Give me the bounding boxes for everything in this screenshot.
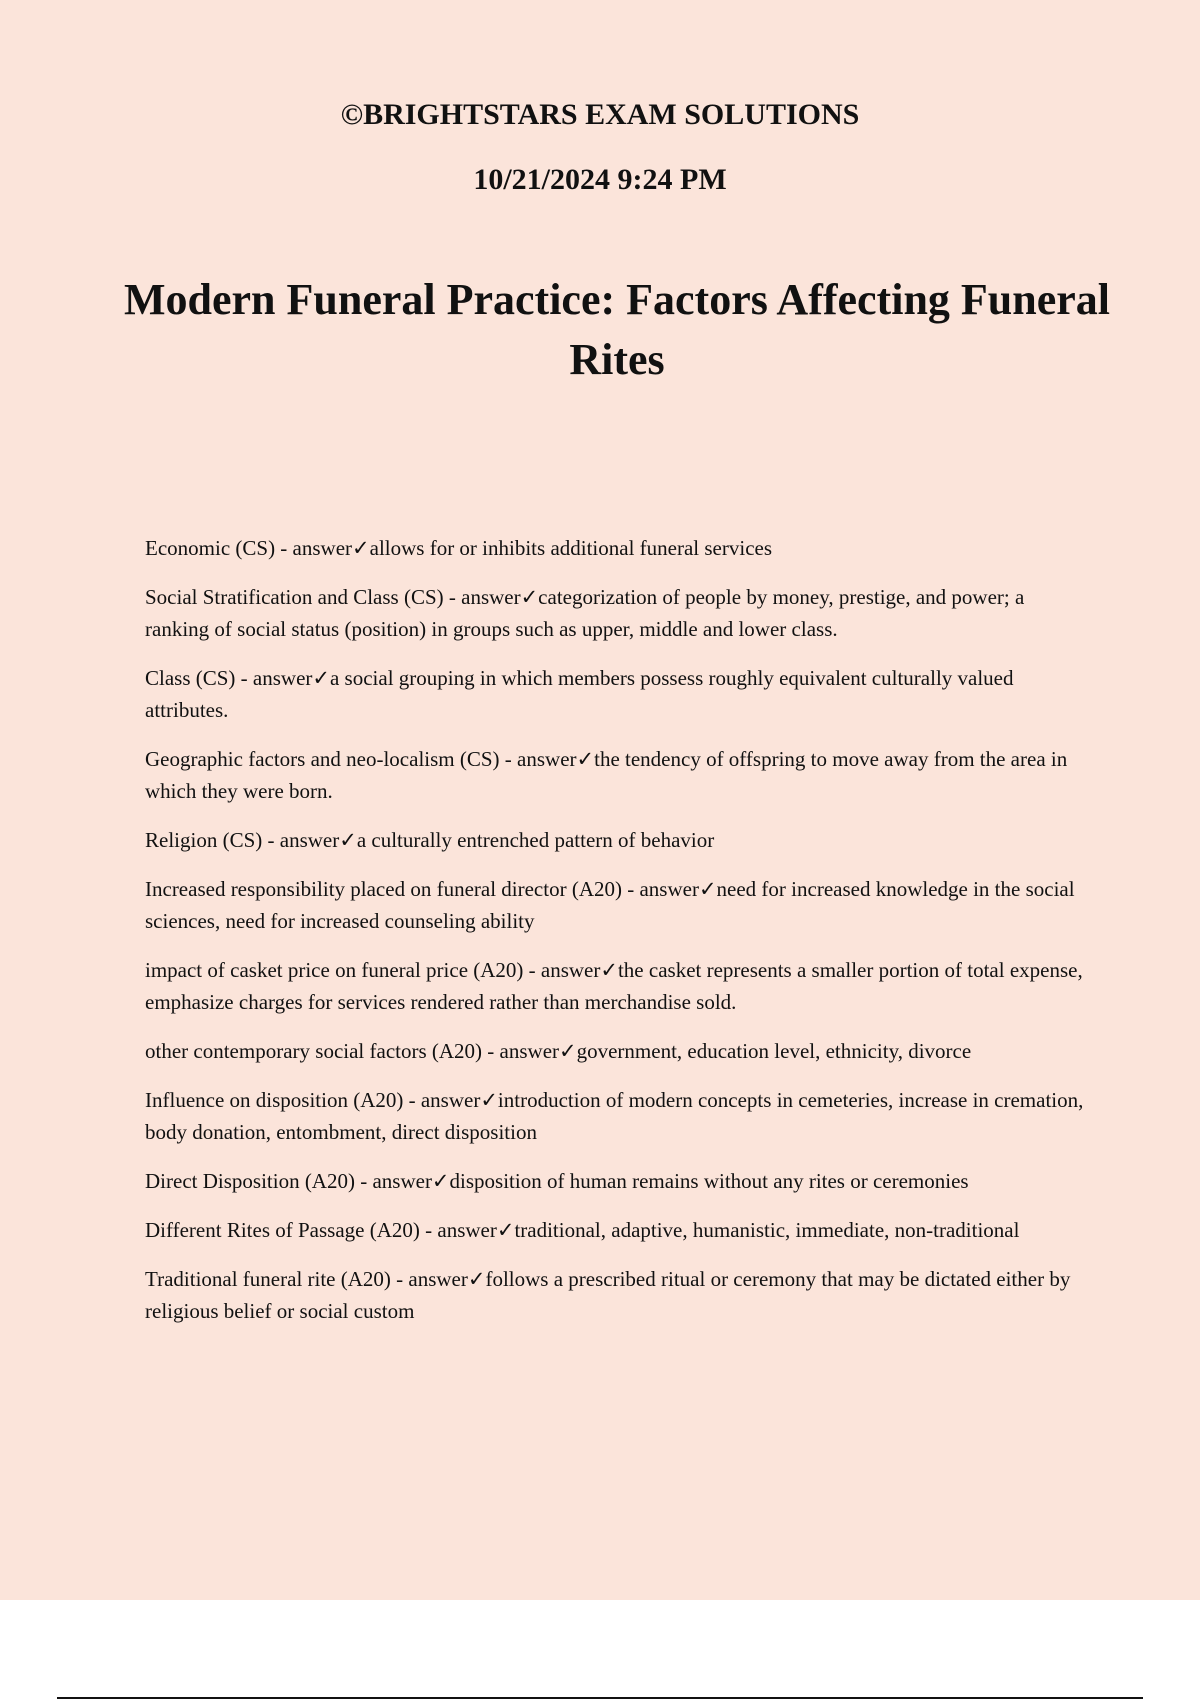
list-item: Influence on disposition (A20) - answer✓introduction of modern concepts in cemeteries, increase in cremation, body donation, entombment, direct disposition	[145, 1088, 1084, 1144]
list-item: Different Rites of Passage (A20) - answer✓traditional, adaptive, humanistic, immediate, non-traditional	[145, 1218, 1020, 1242]
footer-divider	[57, 1697, 1143, 1699]
list-item: Direct Disposition (A20) - answer✓disposition of human remains without any rites or ceremonies	[145, 1169, 969, 1193]
list-item: Increased responsibility placed on funeral director (A20) - answer✓need for increased knowledge in the social sciences, need for increased counseling ability	[145, 877, 1075, 933]
list-item: other contemporary social factors (A20) - answer✓government, education level, ethnicity, divorce	[145, 1039, 972, 1063]
list-item: Social Stratification and Class (CS) - answer✓categorization of people by money, prestige, and power; a ranking of social status (position) in groups such as upper, middle and lower class.	[145, 585, 1025, 641]
list-item: impact of casket price on funeral price (A20) - answer✓the casket represents a smaller portion of total expense, emphasize charges for services rendered rather than merchandise sold.	[145, 958, 1083, 1014]
entry-list	[145, 532, 1090, 1344]
list-item: Religion (CS) - answer✓a culturally entrenched pattern of behavior	[145, 828, 715, 852]
brand-header: ©BRIGHTSTARS EXAM SOLUTIONS	[340, 98, 860, 131]
list-item: Class (CS) - answer✓a social grouping in which members possess roughly equivalent culturally valued attributes.	[145, 666, 1014, 722]
list-item: Geographic factors and neo-localism (CS) - answer✓the tendency of offspring to move away from the area in which they were born.	[145, 747, 1068, 803]
document-title: Modern Funeral Practice: Factors Affecting Funeral Rites	[123, 275, 1111, 384]
list-item: Traditional funeral rite (A20) - answer✓follows a prescribed ritual or ceremony that may be dictated either by religious belief or social custom	[145, 1267, 1071, 1323]
list-item: Economic (CS) - answer✓allows for or inhibits additional funeral services	[145, 536, 773, 560]
document-datetime: 10/21/2024 9:24 PM	[473, 163, 727, 196]
